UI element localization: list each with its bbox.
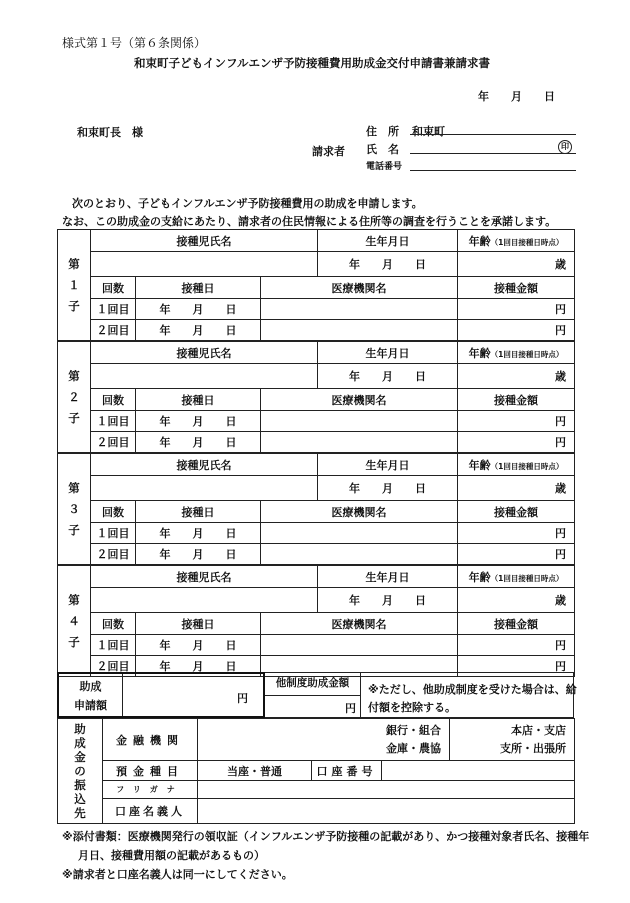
dose-2-date[interactable]: 年 月 日: [136, 320, 261, 341]
dose-2-label: ２回目: [91, 320, 136, 341]
dob-field[interactable]: 年 月 日: [318, 476, 458, 501]
dose-1-amount[interactable]: 円: [458, 635, 575, 656]
child-4-label: 第 ４ 子: [58, 566, 91, 677]
dose-1-clinic[interactable]: [261, 523, 458, 544]
dob-header: 生年月日: [318, 342, 458, 364]
count-header: 回数: [91, 277, 136, 299]
dose-1-label: １回目: [91, 411, 136, 432]
subsidy-label: 助成 申請額: [59, 674, 123, 716]
application-date[interactable]: 年 月 日: [478, 90, 555, 103]
dob-header: 生年月日: [318, 230, 458, 252]
dose-1-amount[interactable]: 円: [458, 411, 575, 432]
subsidy-amount-field[interactable]: 円: [237, 692, 248, 705]
subsidy-note-1: ※ただし、他助成制度を受けた場合は、給: [368, 683, 577, 696]
account-holder-label: 口座名義人: [103, 799, 198, 824]
dob-header: 生年月日: [318, 454, 458, 476]
clinic-header: 医療機関名: [261, 501, 458, 523]
dose-1-label: １回目: [91, 299, 136, 320]
dose-2-clinic[interactable]: [261, 544, 458, 565]
amount-header: 接種金額: [458, 389, 575, 411]
dose-2-clinic[interactable]: [261, 432, 458, 453]
dose-1-amount[interactable]: 円: [458, 299, 575, 320]
child-block-2: [57, 341, 575, 453]
dose-2-amount[interactable]: 円: [458, 320, 575, 341]
intro-line-2: なお、この助成金の支給にあたり、請求者の住民情報による住所等の調査を行うことを承諾します。: [62, 215, 557, 228]
name-field[interactable]: [410, 153, 576, 154]
requester-label: 請求者: [312, 145, 345, 158]
age-field[interactable]: 歳: [458, 476, 575, 501]
dose-1-label: １回目: [91, 523, 136, 544]
subsidy-amount-box: [57, 672, 265, 718]
child-1-label: 第 １ 子: [58, 230, 91, 341]
intro-line-1: 次のとおり、子どもインフルエンザ予防接種費用の助成を申請します。: [72, 197, 423, 210]
phone-label: 電話番号: [366, 162, 403, 172]
attachment-note-1: ※添付書類：医療機関発行の領収証（インフルエンザ予防接種の記載があり、かつ接種対象者氏名、接種年: [62, 830, 590, 843]
dose-1-date[interactable]: 年 月 日: [136, 635, 261, 656]
child-block-1: [57, 229, 575, 341]
branch-field[interactable]: 本店・支店 支所・出張所: [450, 719, 575, 761]
dose-1-label: １回目: [91, 635, 136, 656]
date-header: 接種日: [136, 613, 261, 635]
dose-2-date[interactable]: 年 月 日: [136, 432, 261, 453]
amount-header: 接種金額: [458, 613, 575, 635]
bank-table: [57, 718, 575, 824]
child-name-field[interactable]: [91, 588, 318, 613]
subsidy-note-box: [361, 672, 577, 718]
account-number-label: 口座番号: [312, 761, 382, 781]
dose-2-amount[interactable]: 円: [458, 656, 575, 677]
addressee: 和束町長 様: [77, 126, 143, 139]
dose-1-clinic[interactable]: [261, 635, 458, 656]
other-subsidy-field[interactable]: 円: [345, 702, 356, 715]
age-field[interactable]: 歳: [458, 588, 575, 613]
amount-header: 接種金額: [458, 277, 575, 299]
furigana-field[interactable]: [198, 781, 575, 799]
subsidy-note-2: 付額を控除する。: [368, 701, 456, 714]
age-field[interactable]: 歳: [458, 364, 575, 389]
address-label: 住 所: [366, 125, 399, 138]
amount-header: 接種金額: [458, 501, 575, 523]
other-subsidy-box: [265, 672, 361, 718]
address-underline: [410, 134, 576, 135]
child-name-field[interactable]: [91, 252, 318, 277]
holder-note: ※請求者と口座名義人は同一にしてください。: [62, 868, 293, 881]
dose-2-clinic[interactable]: [261, 320, 458, 341]
phone-field[interactable]: [410, 170, 576, 171]
age-header: 年齢（1回目接種日時点）: [458, 342, 575, 364]
date-header: 接種日: [136, 501, 261, 523]
count-header: 回数: [91, 389, 136, 411]
child-2-label: 第 ２ 子: [58, 342, 91, 453]
child-block-3: [57, 453, 575, 565]
child-name-header: 接種児氏名: [91, 342, 318, 364]
dose-2-label: ２回目: [91, 656, 136, 677]
child-block-4: [57, 565, 575, 677]
dob-field[interactable]: 年 月 日: [318, 252, 458, 277]
dose-2-label: ２回目: [91, 544, 136, 565]
child-name-header: 接種児氏名: [91, 566, 318, 588]
clinic-header: 医療機関名: [261, 389, 458, 411]
form-title: 和束町子どもインフルエンザ予防接種費用助成金交付申請書兼請求書: [134, 56, 491, 70]
dose-1-date[interactable]: 年 月 日: [136, 411, 261, 432]
dose-2-amount[interactable]: 円: [458, 544, 575, 565]
clinic-header: 医療機関名: [261, 277, 458, 299]
dob-header: 生年月日: [318, 566, 458, 588]
dose-1-amount[interactable]: 円: [458, 523, 575, 544]
age-field[interactable]: 歳: [458, 252, 575, 277]
child-name-header: 接種児氏名: [91, 454, 318, 476]
dob-field[interactable]: 年 月 日: [318, 364, 458, 389]
dose-2-date[interactable]: 年 月 日: [136, 656, 261, 677]
date-header: 接種日: [136, 389, 261, 411]
age-header: 年齢（1回目接種日時点）: [458, 230, 575, 252]
age-header: 年齢（1回目接種日時点）: [458, 566, 575, 588]
institution-label: 金融機関: [103, 719, 198, 761]
dose-1-clinic[interactable]: [261, 299, 458, 320]
name-label: 氏 名: [366, 143, 399, 156]
dose-1-date[interactable]: 年 月 日: [136, 299, 261, 320]
deposit-type-field[interactable]: 当座・普通: [198, 761, 312, 781]
account-holder-field[interactable]: [198, 799, 575, 824]
child-name-field[interactable]: [91, 364, 318, 389]
bank-type-field[interactable]: 銀行・組合 金庫・農協: [198, 719, 450, 761]
dose-2-label: ２回目: [91, 432, 136, 453]
age-header: 年齢（1回目接種日時点）: [458, 454, 575, 476]
other-subsidy-label: 他制度助成金額: [265, 673, 360, 696]
dose-2-date[interactable]: 年 月 日: [136, 544, 261, 565]
address-field[interactable]: 和束町: [412, 125, 445, 138]
form-code: 様式第１号（第６条関係）: [62, 36, 207, 50]
bank-side-label: 助成金の振込先: [58, 719, 103, 824]
count-header: 回数: [91, 501, 136, 523]
dose-1-clinic[interactable]: [261, 411, 458, 432]
clinic-header: 医療機関名: [261, 613, 458, 635]
child-name-header: 接種児氏名: [91, 230, 318, 252]
child-3-label: 第 ３ 子: [58, 454, 91, 565]
dose-1-date[interactable]: 年 月 日: [136, 523, 261, 544]
date-header: 接種日: [136, 277, 261, 299]
seal-mark: 印: [558, 140, 572, 154]
attachment-note-2: 月日、接種費用額の記載があるもの）: [78, 849, 265, 862]
count-header: 回数: [91, 613, 136, 635]
child-name-field[interactable]: [91, 476, 318, 501]
deposit-type-label: 預金種目: [103, 761, 198, 781]
furigana-label: フリガナ: [103, 781, 198, 799]
dose-2-amount[interactable]: 円: [458, 432, 575, 453]
account-number-field[interactable]: [382, 761, 575, 781]
dob-field[interactable]: 年 月 日: [318, 588, 458, 613]
